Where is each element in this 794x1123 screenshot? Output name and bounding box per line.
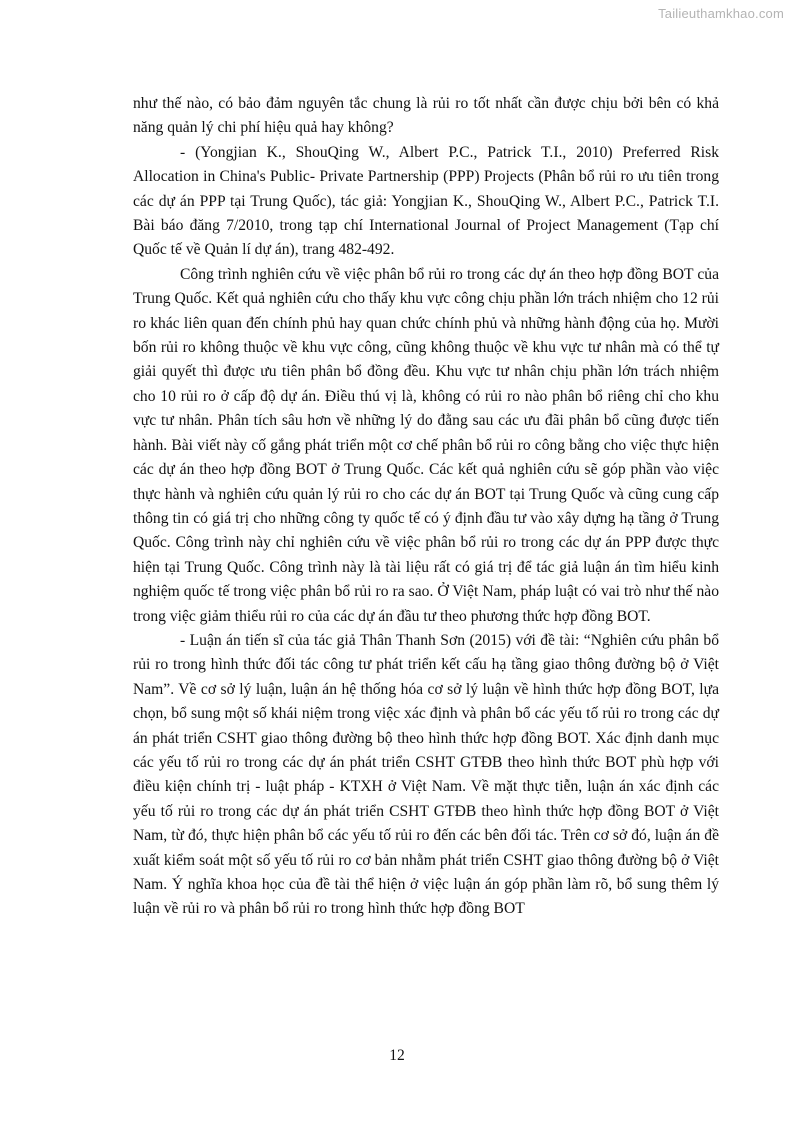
watermark-text: Tailieuthamkhao.com [658, 6, 784, 21]
document-body [133, 92, 719, 922]
paragraph-reference-than-thanh-son: - Luận án tiến sĩ của tác giả Thân Thanh Sơn (2015) với đề tài: “Nghiên cứu phân bổ rủi ro trong hình thức đối tác công tư phát triển kết cấu hạ tầng giao thông đường bộ ở Việt Nam”. Về cơ sở lý luận, luận án hệ thống hóa cơ sở lý luận về hình thức hợp đồng BOT, lựa chọn, bổ sung một số khái niệm trong việc xác định và phân bổ các yếu tố rủi ro trong các dự án phát triển CSHT giao thông đường bộ theo hình thức hợp đồng BOT. Xác định danh mục các yếu tố rủi ro trong các dự án phát triển CSHT GTĐB theo hình thức BOT phù hợp với điều kiện chính trị - luật pháp - KTXH ở Việt Nam. Về mặt thực tiễn, luận án xác định các yếu tố rủi ro trong các dự án phát triển CSHT GTĐB theo hình thức hợp đồng BOT ở Việt Nam, từ đó, thực hiện phân bổ các yếu tố rủi ro đến các bên đối tác. Trên cơ sở đó, luận án đề xuất kiểm soát một số yếu tố rủi ro cơ bản nhằm phát triển CSHT giao thông đường bộ ở Việt Nam. Ý nghĩa khoa học của đề tài thể hiện ở việc luận án góp phần làm rõ, bổ sung thêm lý luận về rủi ro và phân bổ rủi ro trong hình thức hợp đồng BOT [133, 631, 719, 918]
paragraph-reference-yongjian: - (Yongjian K., ShouQing W., Albert P.C., Patrick T.I., 2010) Preferred Risk Allocation in China's Public- Private Partnership (PPP) Projects (Phân bổ rủi ro ưu tiên trong các dự án PPP tại Trung Quốc), tác giả: Yongjian K., ShouQing W., Albert P.C., Patrick T.I. Bài báo đăng 7/2010, trong tạp chí International Journal of Project Management (Tạp chí Quốc tế về Quản lí dự án), trang 482-492. [133, 143, 719, 259]
paragraph-continuation: như thế nào, có bảo đảm nguyên tắc chung là rủi ro tốt nhất cần được chịu bởi bên có khả năng quản lý chi phí hiệu quả hay không? [133, 95, 719, 137]
page-number: 12 [389, 1047, 405, 1064]
paragraph-reference-summary: Công trình nghiên cứu về việc phân bổ rủi ro trong các dự án theo hợp đồng BOT của Trung Quốc. Kết quả nghiên cứu cho thấy khu vực công chịu phần lớn trách nhiệm cho 12 rủi ro khác liên quan đến chính phủ hay quan chức chính phủ và những hành động của họ. Mười bốn rủi ro không thuộc về khu vực công, cũng không thuộc về khu vực tư nhân mà có thể tự giải quyết thì được ưu tiên phân bổ đồng đều. Khu vực tư nhân chịu phần lớn trách nhiệm cho 10 rủi ro ở cấp độ dự án. Điều thú vị là, không có rủi ro nào phân bổ riêng chỉ cho khu vực tư nhân. Phân tích sâu hơn về những lý do đằng sau các ưu đãi phân bổ cũng được tiến hành. Bài viết này cố gắng phát triển một cơ chế phân bổ rủi ro công bằng cho việc thực hiện các dự án theo hợp đồng BOT ở Trung Quốc. Các kết quả nghiên cứu sẽ góp phần vào việc thực hành và nghiên cứu quản lý rủi ro cho các dự án BOT tại Trung Quốc và cũng cung cấp thông tin có giá trị cho những công ty quốc tế có ý định đầu tư vào xây dựng hạ tầng ở Trung Quốc. Công trình này chỉ nghiên cứu về việc phân bổ rủi ro trong các dự án PPP được thực hiện tại Trung Quốc. Công trình này là tài liệu rất có giá trị để tác giả luận án tìm hiểu kinh nghiệm quốc tế trong việc phân bổ rủi ro ra sao. Ở Việt Nam, pháp luật có vai trò như thế nào trong việc giảm thiểu rủi ro của các dự án đầu tư theo phương thức hợp đồng BOT. [133, 265, 719, 625]
